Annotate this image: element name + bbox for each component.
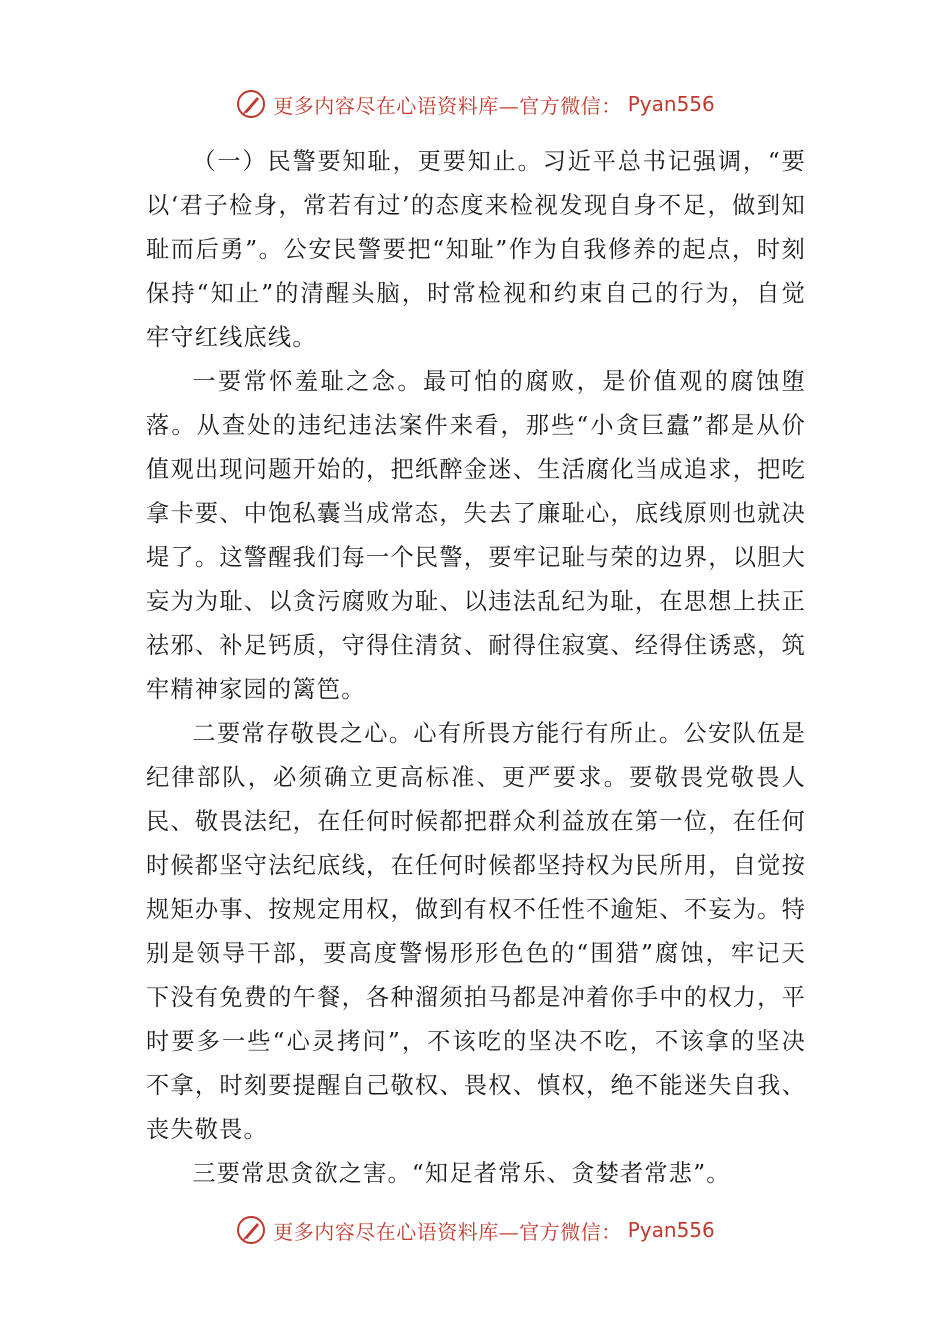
watermark-text: 更多内容尽在心语资料库—官方微信： bbox=[273, 1219, 622, 1244]
paragraph-4: 三要常思贪欲之害。“知足者常乐、贪婪者常悲”。 bbox=[192, 1160, 731, 1187]
document-body bbox=[146, 140, 806, 1196]
paragraph-2: 一要常怀羞耻之念。最可怕的腐败，是价值观的腐蚀堕落。从查处的违纪违法案件来看，那些“小贪巨蠹”都是从价值观出现问题开始的，把纸醉金迷、生活腐化当成追求，把吃拿卡要、中饱私囊当成常态，失去了廉耻心，底线原则也就决堤了。这警醒我们每一个民警，要牢记耻与荣的边界，以胆大妄为为耻、以贪污腐败为耻、以违法乱纪为耻，在思想上扶正祛邪、补足钙质，守得住清贫、耐得住寂寞、经得住诱惑，筑牢精神家园的篱笆。 bbox=[146, 368, 806, 703]
paragraph-1: （一）民警要知耻，更要知止。习近平总书记强调，“要以‘君子检身，常若有过’的态度来检视发现自身不足，做到知耻而后勇”。公安民警要把“知耻”作为自我修养的起点，时刻保持“知止”的清醒头脑，时常检视和约束自己的行为，自觉牢守红线底线。 bbox=[146, 148, 806, 351]
watermark-footer bbox=[0, 1210, 950, 1250]
watermark-handle: Pyan556 bbox=[627, 1218, 715, 1242]
watermark-header bbox=[0, 84, 950, 124]
quill-pen-icon bbox=[235, 1214, 267, 1246]
quill-pen-icon bbox=[235, 88, 267, 120]
paragraph-3: 二要常存敬畏之心。心有所畏方能行有所止。公安队伍是纪律部队，必须确立更高标准、更严要求。要敬畏党敬畏人民、敬畏法纪，在任何时候都把群众利益放在第一位，在任何时候都坚守法纪底线，在任何时候都坚持权为民所用，自觉按规矩办事、按规定用权，做到有权不任性不逾矩、不妄为。特别是领导干部，要高度警惕形形色色的“围猎”腐蚀，牢记天下没有免费的午餐，各种溜须拍马都是冲着你手中的权力，平时要多一些“心灵拷问”，不该吃的坚决不吃，不该拿的坚决不拿，时刻要提醒自己敬权、畏权、慎权，绝不能迷失自我、丧失敬畏。 bbox=[146, 720, 806, 1143]
watermark-handle: Pyan556 bbox=[627, 92, 715, 116]
watermark-text: 更多内容尽在心语资料库—官方微信： bbox=[273, 93, 622, 118]
